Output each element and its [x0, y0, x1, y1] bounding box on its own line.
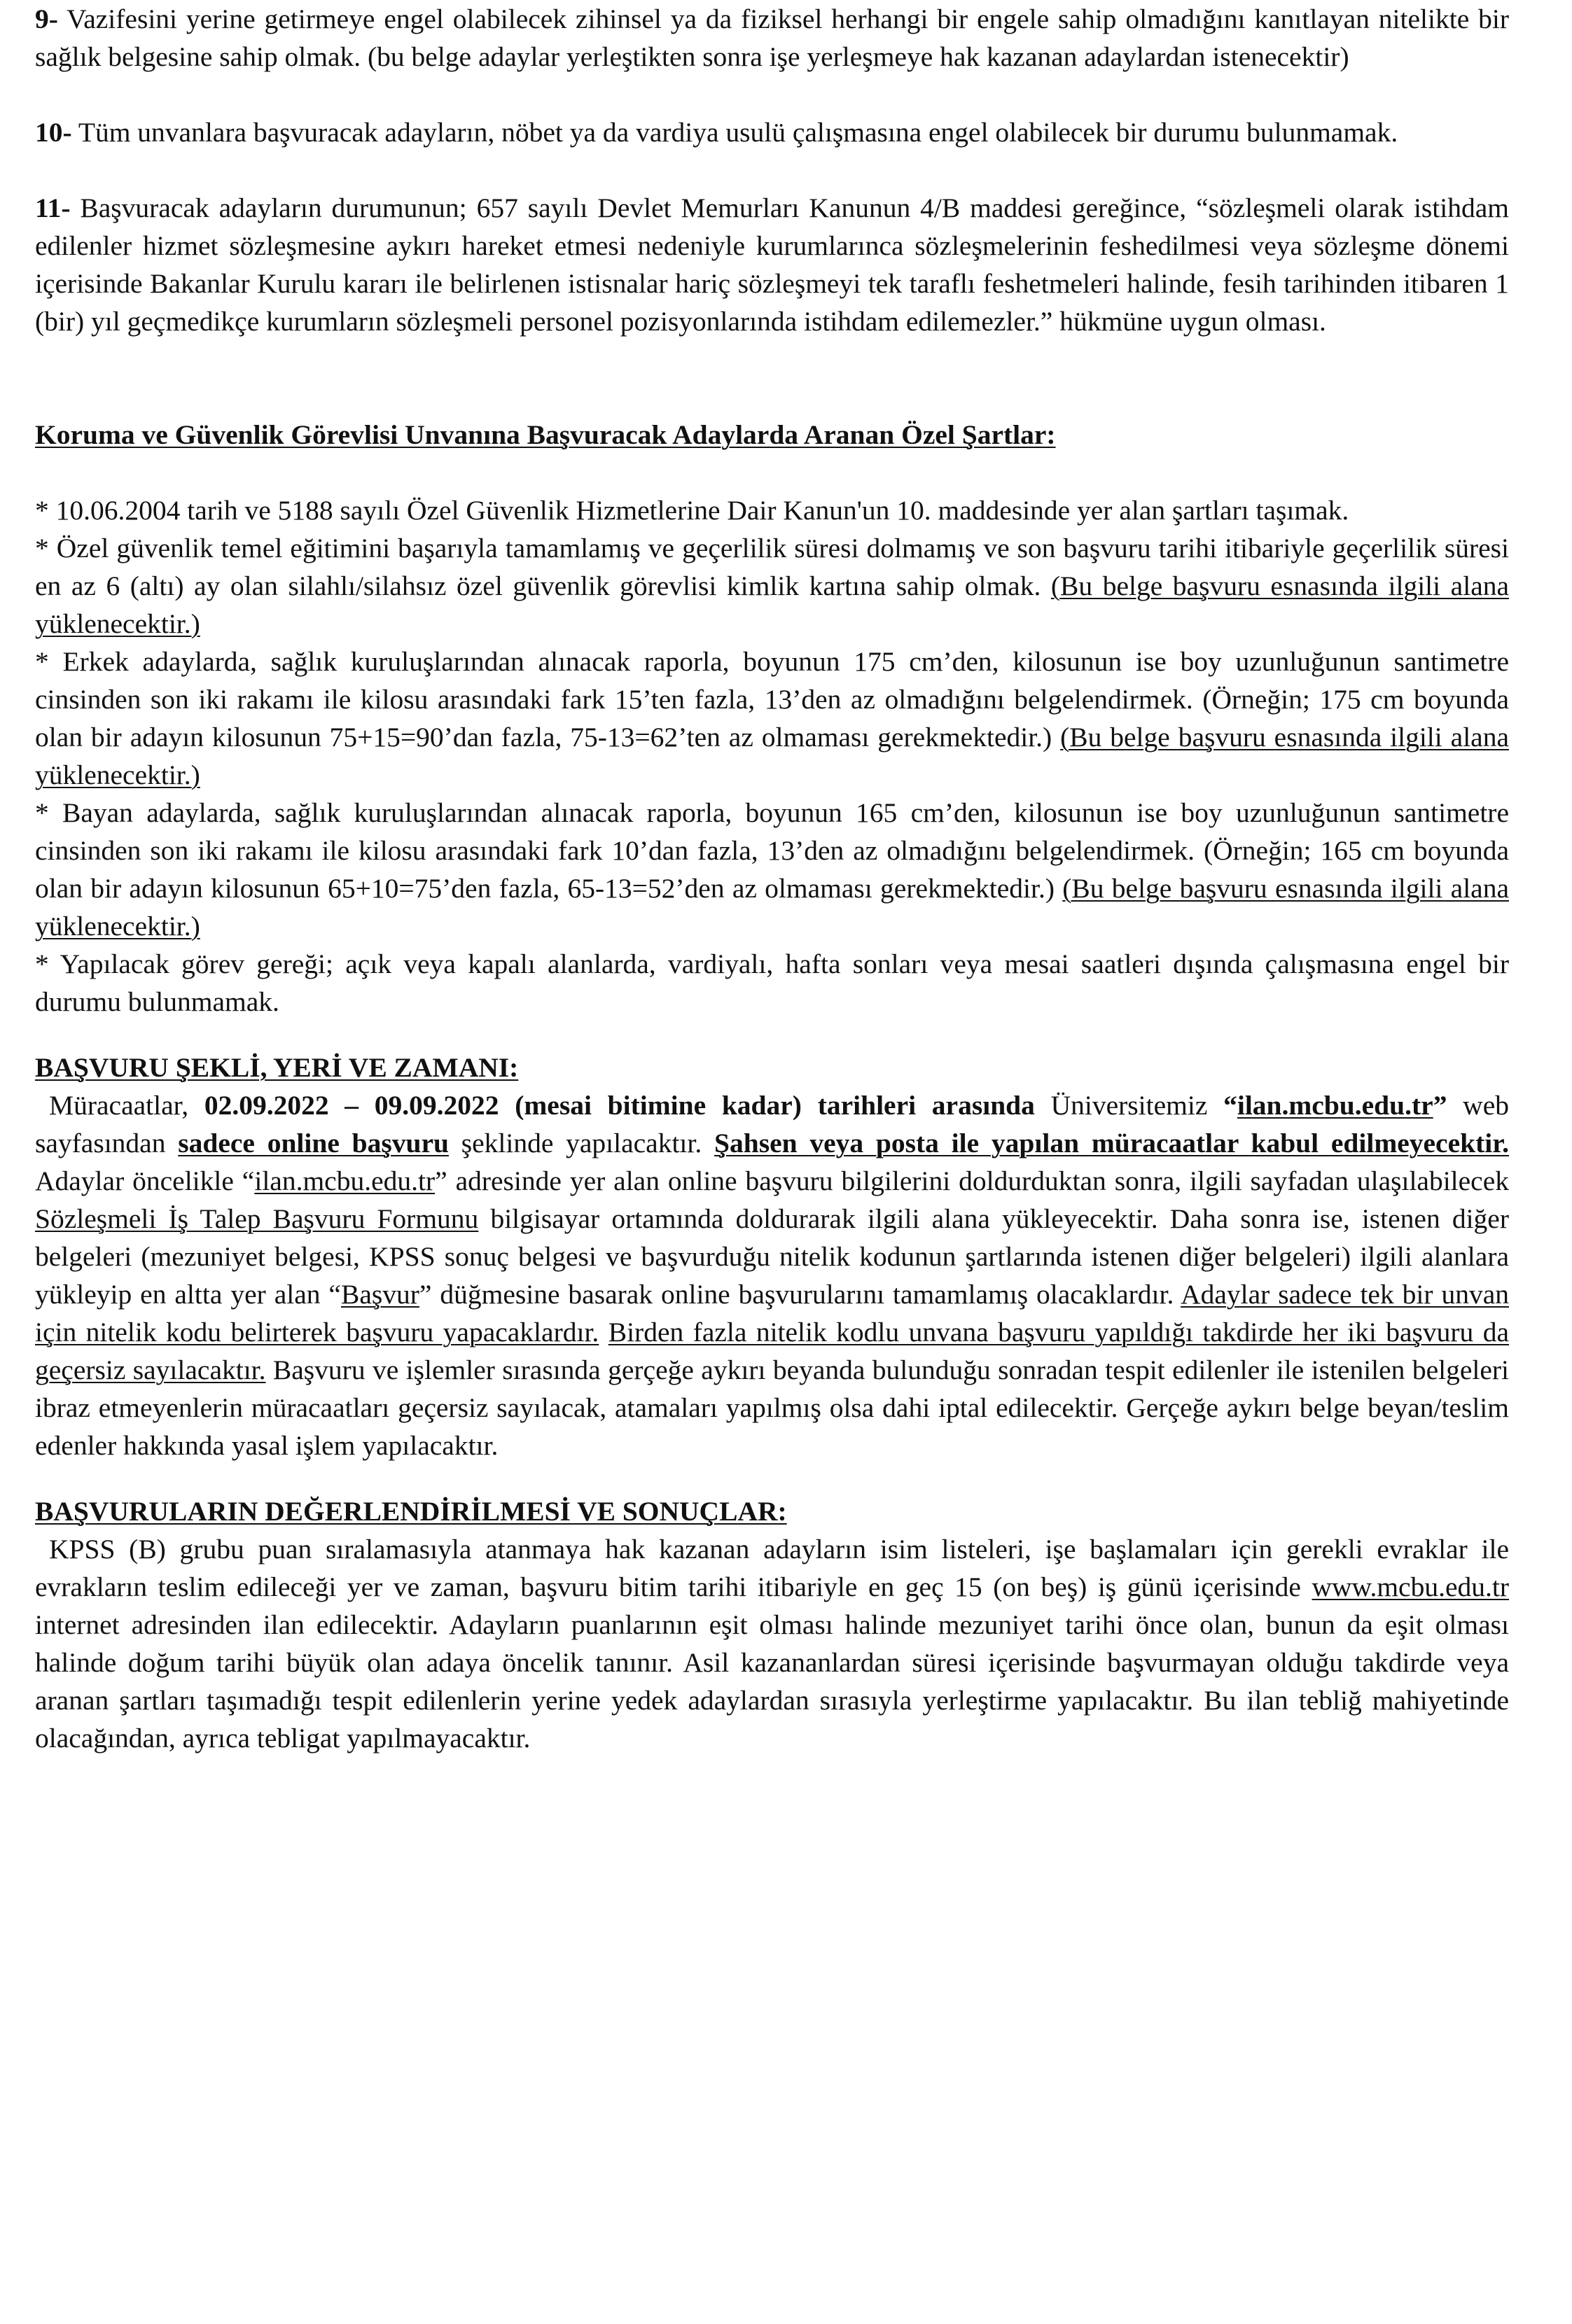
text-run: bilgisayar ortamında doldurarak ilgili alana yükleyecektir. Daha sonra ise, istenen diğer belgeleri (mezuniyet belgesi, KPSS sonuç belgesi ve başvurduğu nitelik kodunun şartlarında istenen diğer belgeleri) ilgili alanlara yükleyip en altta yer alan “ [35, 1203, 1509, 1310]
evaluation-heading: BAŞVURULARIN DEĞERLENDİRİLMESİ VE SONUÇLAR: [35, 1496, 787, 1527]
bullet-text: * Özel güvenlik temel eğitimini başarıyla tamamlamış ve geçerlilik süresi dolmamış ve son başvuru tarihi itibariyle geçerlilik süresi en az 6 (altı) ay olan silahlı/silahsız özel güvenlik görevlisi kimlik kartına sahip olmak. [35, 533, 1509, 601]
bullet-text: * Erkek adaylarda, sağlık kuruluşlarından alınacak raporla, boyunun 175 cm’den, kilosunun ise boy uzunluğunun santimetre cinsinden son iki rakamı ile kilosu arasındaki fark 15’ten fazla, 13’den az olmadığını belgelendirmek. (Örneğin; 175 cm boyunda olan bir adayın kilosunun 75+15=90’dan fazla, 75-13=62’ten az olmaması gerekmektedir.) [35, 646, 1509, 752]
paragraph-9 [35, 0, 1509, 76]
application-dates: 02.09.2022 – 09.09.2022 (mesai bitimine kadar) tarihleri arasında [204, 1090, 1035, 1121]
security-requirements-heading: Koruma ve Güvenlik Görevlisi Unvanına Başvuracak Adaylarda Aranan Özel Şartlar: [35, 419, 1056, 450]
no-mail-note: Şahsen veya posta ile yapılan müracaatlar kabul edilmeyecektir. [714, 1128, 1509, 1158]
security-bullet-4 [35, 794, 1509, 945]
multiple-invalid-note: Birden fazla nitelik kodlu unvana başvuru yapıldığı takdirde her iki başvuru da geçersiz sayılacaktır. [35, 1317, 1510, 1385]
upload-note: (Bu belge başvuru esnasında ilgili alana yüklenecektir.) [35, 722, 1509, 790]
text-run: ” adresinde yer alan online başvuru bilgilerini doldurduktan sonra, ilgili sayfadan ulaşılabilecek [435, 1166, 1509, 1196]
form-name: Sözleşmeli İş Talep Başvuru Formunu [35, 1203, 479, 1234]
bullet-text: * Bayan adaylarda, sağlık kuruluşlarından alınacak raporla, boyunun 165 cm’den, kilosunun ise boy uzunluğunun santimetre cinsinden son iki rakamı ile kilosu arasındaki fark 10’dan fazla, 13’den az olmadığını belgelendirmek. (Örneğin; 165 cm boyunda olan bir adayın kilosunun 65+10=75’den fazla, 65-13=52’den az olmaması gerekmektedir.) [35, 797, 1509, 904]
text-run: Üniversitemiz [1034, 1090, 1224, 1121]
text-run: ” düğmesine basarak online başvurularını tamamlamış olacaklardır. [419, 1279, 1181, 1310]
security-bullet-2 [35, 529, 1509, 643]
evaluation-paragraph [35, 1530, 1509, 1757]
website-link: www.mcbu.edu.tr [1312, 1572, 1509, 1602]
security-bullet-3 [35, 643, 1509, 794]
text-run: Adaylar öncelikle “ [35, 1166, 255, 1196]
application-heading: BAŞVURU ŞEKLİ, YERİ VE ZAMANI: [35, 1052, 519, 1083]
text-run: web sayfasından [35, 1090, 1509, 1158]
paragraph-10 [35, 113, 1509, 151]
website-link: ilan.mcbu.edu.tr [254, 1166, 436, 1196]
item-number: 11- [35, 192, 71, 223]
text-run: internet adresinden ilan edilecektir. Adayların puanlarının eşit olması halinde mezuniyet tarihi önce olan, bunun da eşit olması halinde doğum tarihi büyük olan adaya öncelik tanınır. Asil kazananlardan süresi içerisinde başvurmayan olduğu takdirde veya aranan şartları taşımadığı tespit edilenlerin yerine yedek adaylardan sırasıyla yerleştirme yapılacaktır. Bu ilan tebliğ mahiyetinde olacağından, ayrıca tebligat yapılmayacaktır. [35, 1609, 1509, 1754]
item-text: Başvuracak adayların durumunun; 657 sayılı Devlet Memurları Kanunun 4/B maddesi gereğince, “sözleşmeli olarak istihdam edilenler hizmet sözleşmesine aykırı hareket etmesi nedeniyle kurumlarınca sözleşmelerinin feshedilmesi veya sözleşme dönemi içerisinde Bakanlar Kurulu kararı ile belirlenen istisnalar hariç sözleşmeyi tek taraflı feshetmeleri halinde, fesih tarihinden itibaren 1 (bir) yıl geçmedikçe kurumların sözleşmeli personel pozisyonlarında istihdam edilemezler.” hükmüne uygun olması. [35, 192, 1509, 337]
text-run: Müracaatlar, [49, 1090, 204, 1121]
upload-note: (Bu belge başvuru esnasında ilgili alana yüklenecektir.) [35, 873, 1509, 941]
item-text: Tüm unvanlara başvuracak adayların, nöbet ya da vardiya usulü çalışmasına engel olabilecek bir durumu bulunmamak. [71, 117, 1398, 148]
security-bullet-5: * Yapılacak görev gereği; açık veya kapalı alanlarda, vardiyalı, hafta sonları veya mesai saatleri dışında çalışmasına engel bir durumu bulunmamak. [35, 948, 1509, 1017]
single-title-note: Adaylar sadece tek bir unvan için nitelik kodu belirterek başvuru yapacaklardır. [35, 1279, 1509, 1348]
item-number: 10- [35, 117, 72, 148]
paragraph-11 [35, 189, 1509, 340]
text-run: şeklinde yapılacaktır. [448, 1128, 715, 1158]
document-page [35, 0, 1509, 1757]
item-number: 9- [35, 4, 58, 34]
item-text: Vazifesini yerine getirmeye engel olabilecek zihinsel ya da fiziksel herhangi bir engele sahip olmadığını kanıtlayan nitelikte bir sağlık belgesine sahip olmak. (bu belge adaylar yerleştikten sonra işe yerleşmeye hak kazanan adaylardan istenecektir) [35, 4, 1509, 72]
text-run [599, 1317, 608, 1348]
text-run: KPSS (B) grubu puan sıralamasıyla atanmaya hak kazanan adayların isim listeleri, işe başlamaları için gerekli evraklar ile evrakların teslim edileceği yer ve zaman, başvuru bitim tarihi itibariyle en geç 15 (on beş) iş günü içerisinde [35, 1534, 1509, 1602]
text-run: “ [1223, 1090, 1237, 1121]
apply-button-name: Başvur [340, 1279, 419, 1310]
application-paragraph [35, 1086, 1509, 1464]
text-run: Başvuru ve işlemler sırasında gerçeğe aykırı beyanda bulunduğu sonradan tespit edilenler ile istenilen belgeleri ibraz etmeyenlerin müracaatları geçersiz sayılacak, atamaları yapılmış olsa dahi iptal edilecektir. Gerçeğe aykırı belge beyan/teslim edenler hakkında yasal işlem yapılacaktır. [35, 1354, 1509, 1461]
website-link: ilan.mcbu.edu.tr [1237, 1090, 1433, 1121]
online-only-note: sadece online başvuru [178, 1128, 449, 1158]
security-bullet-1: * 10.06.2004 tarih ve 5188 sayılı Özel Güvenlik Hizmetlerine Dair Kanun'un 10. maddesinde yer alan şartları taşımak. [35, 495, 1349, 526]
text-run: ” [1433, 1090, 1447, 1121]
upload-note: (Bu belge başvuru esnasında ilgili alana yüklenecektir.) [35, 570, 1510, 639]
